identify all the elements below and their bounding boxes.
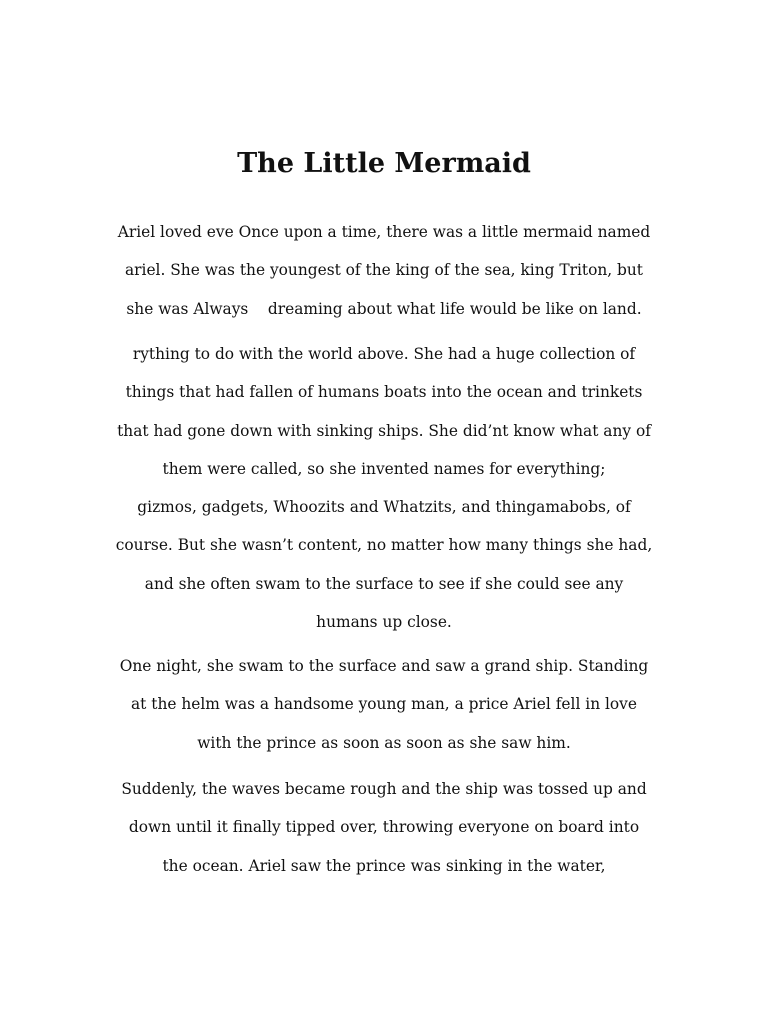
paragraph-line: ariel. She was the youngest of the king of the sea, king Triton, but — [124, 261, 643, 280]
paragraph-line: she was Always dreaming about what life would be like on land. — [126, 299, 642, 318]
paragraph-line: them were called, so she invented names for everything; — [162, 459, 606, 478]
paragraph — [84, 335, 684, 641]
paragraph-line: humans up close. — [316, 613, 452, 632]
paragraph — [84, 770, 684, 885]
paragraph-line: down until it finally tipped over, throwing everyone on board into — [128, 818, 640, 837]
paragraph-line: that had gone down with sinking ships. She did’nt know what any of — [117, 421, 651, 440]
paragraph-line: One night, she swam to the surface and saw a grand ship. Standing — [119, 657, 649, 675]
paragraph-line: the ocean. Ariel saw the prince was sinking in the water, — [162, 856, 606, 875]
paragraph-line: Ariel loved eve Once upon a time, there was a little mermaid named — [117, 223, 651, 241]
paragraph-line: with the prince as soon as soon as she saw him. — [197, 733, 571, 752]
paragraph-line: at the helm was a handsome young man, a price Ariel fell in love — [131, 695, 637, 714]
paragraph — [84, 647, 684, 762]
paragraph-line: Suddenly, the waves became rough and the ship was tossed up and — [121, 780, 647, 798]
paragraph-line: and she often swam to the surface to see if she could see any — [144, 574, 624, 593]
paragraph-line: things that had fallen of humans boats into the ocean and trinkets — [125, 383, 643, 402]
document-title: The Little Mermaid — [237, 148, 531, 179]
paragraph-line: rything to do with the world above. She had a huge collection of — [132, 345, 636, 363]
paragraph — [84, 213, 684, 328]
paragraph-line: gizmos, gadgets, Whoozits and Whatzits, and thingamabobs, of — [137, 498, 631, 517]
paragraph-line: course. But she wasn’t content, no matter how many things she had, — [115, 536, 653, 555]
